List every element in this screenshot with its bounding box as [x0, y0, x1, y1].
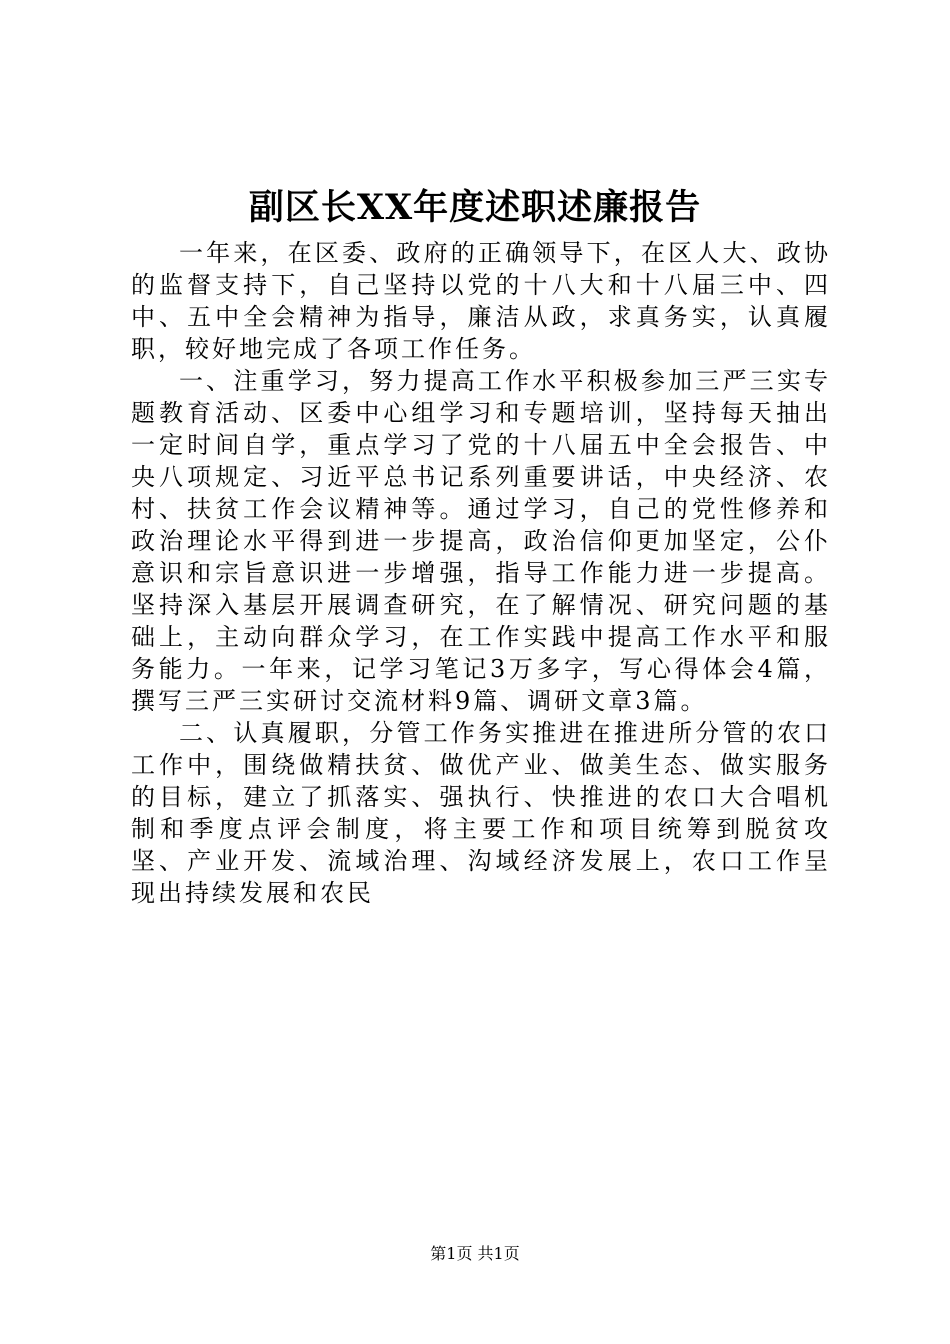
paragraph-study: 一、注重学习，努力提高工作水平积极参加三严三实专题教育活动、区委中心组学习和专题培训，坚持每天抽出一定时间自学，重点学习了党的十八届五中全会报告、中央八项规定、习近平总书记系列重要讲话，中央经济、农村、扶贫工作会议精神等。通过学习，自己的党性修养和政治理论水平得到进一步提高，政治信仰更加坚定，公仆意识和宗旨意识进一步增强，指导工作能力进一步提高。坚持深入基层开展调查研究，在了解情况、研究问题的基础上，主动向群众学习，在工作实践中提高工作水平和服务能力。一年来，记学习笔记3万多字，写心得体会4篇，撰写三严三实研讨交流材料9篇、调研文章3篇。: [131, 367, 831, 715]
page-footer: 第1页 共1页: [430, 1244, 520, 1263]
paragraph-intro: 一年来，在区委、政府的正确领导下，在区人大、政协的监督支持下，自己坚持以党的十八大和十八届三中、四中、五中全会精神为指导，廉洁从政，求真务实，认真履职，较好地完成了各项工作任务。: [131, 239, 831, 363]
document-body: [131, 237, 831, 909]
paragraph-duties: 二、认真履职，分管工作务实推进在推进所分管的农口工作中，围绕做精扶贫、做优产业、做美生态、做实服务的目标，建立了抓落实、强执行、快推进的农口大合唱机制和季度点评会制度，将主要工作和项目统筹到脱贫攻坚、产业开发、流域治理、沟域经济发展上，农口工作呈现出持续发展和农民: [131, 719, 831, 907]
document-title: 副区长XX年度述职述廉报告: [248, 187, 702, 228]
